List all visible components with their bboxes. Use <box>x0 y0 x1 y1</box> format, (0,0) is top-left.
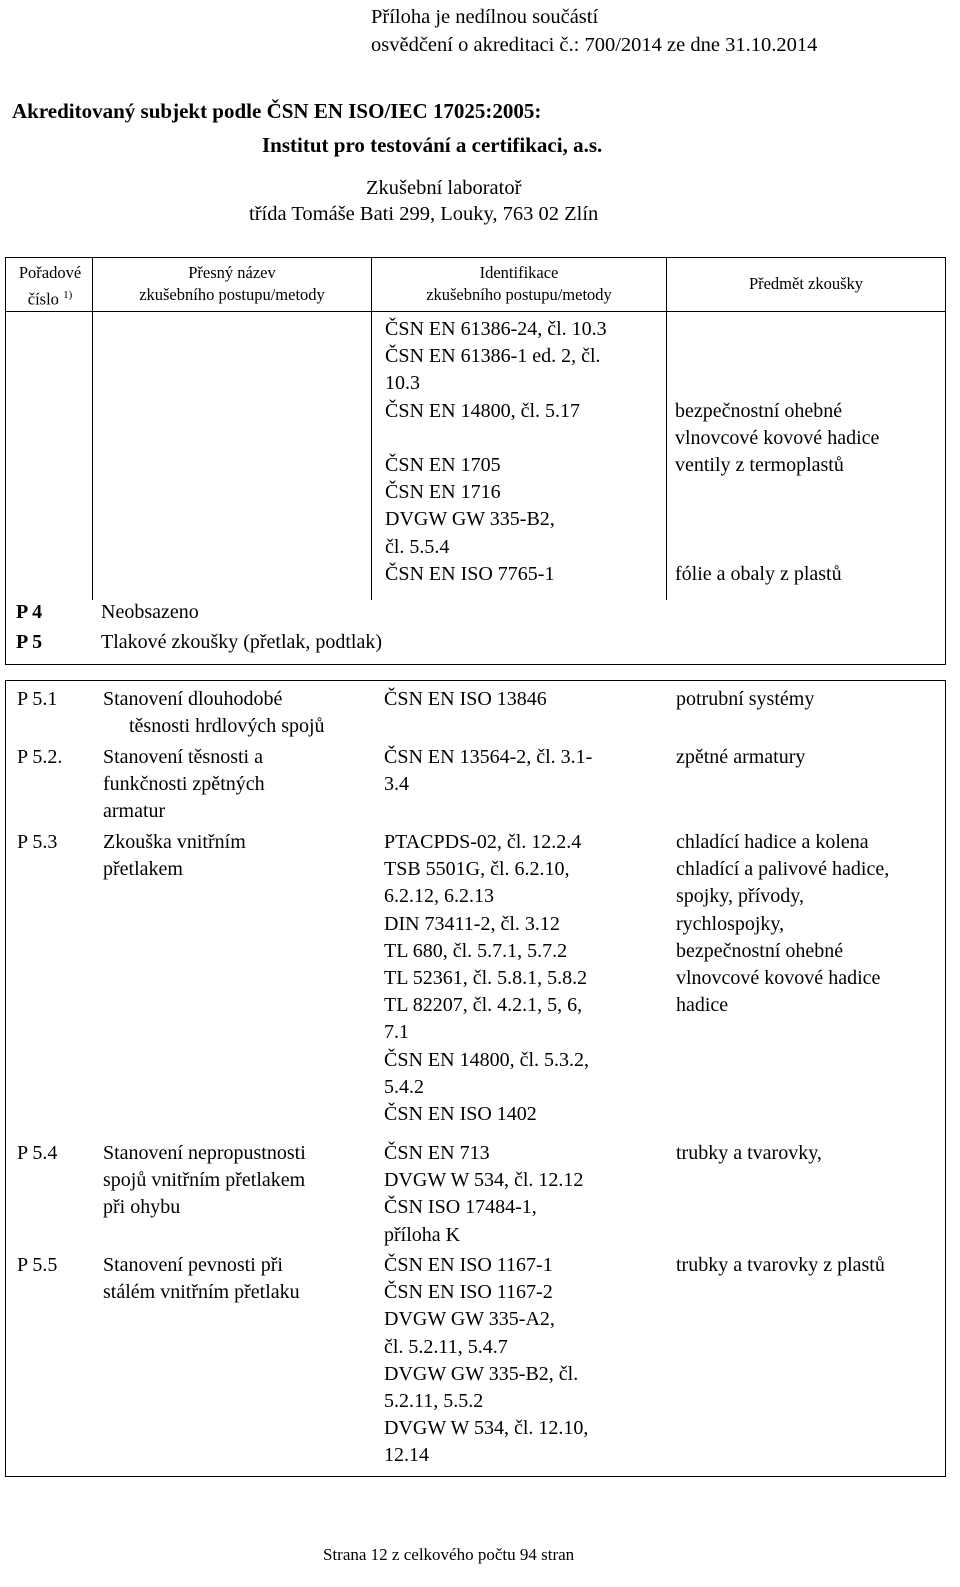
row-number-p5: P 5 <box>16 631 43 653</box>
row-test-subject: potrubní systémy <box>676 688 815 710</box>
accreditation-reference: osvědčení o akreditaci č.: 700/2014 ze dne 31.10.2014 <box>371 34 818 56</box>
list-item: čl. 5.5.4 <box>385 535 450 558</box>
col-header-method-id: Identifikace zkušebního postupu/metody <box>426 263 612 304</box>
row-test-subject: zpětné armatury <box>676 746 806 768</box>
list-item: vlnovcové kovové hadice <box>675 426 880 449</box>
table-col-divider <box>92 257 93 600</box>
col-header-test-subject: Předmět zkoušky <box>748 274 864 293</box>
upper-subject-list <box>675 316 879 588</box>
row-number: P 5.1 <box>17 688 58 710</box>
list-item: ČSN EN 1705 <box>385 453 501 476</box>
institute-name: Institut pro testování a certifikaci, a.s. <box>262 133 603 157</box>
list-item <box>385 425 607 452</box>
list-item: ventily z termoplastů <box>675 453 844 476</box>
row-method-id: PTACPDS-02, čl. 12.2.4 TSB 5501G, čl. 6.2.10, 6.2.12, 6.2.13 DIN 73411-2, čl. 3.12 TL 680, čl. 5.7.1, 5.7.2 TL 52361, čl. 5.8.1, 5.8.2 TL 82207, čl. 4.2.1, 5, 6, 7.1 ČSN EN 14800, čl. 5.3.2, 5.4.2 ČSN EN ISO 1402 <box>384 831 589 1125</box>
row-test-subject: chladící hadice a kolena chladící a palivové hadice, spojky, přívody, rychlospojky, bezpečnostní ohebné vlnovcové kovové hadice hadice <box>676 831 890 1017</box>
row-number-p4: P 4 <box>16 601 43 623</box>
list-item <box>675 506 879 533</box>
list-item: bezpečnostní ohebné <box>675 399 843 422</box>
page-footer: Strana 12 z celkového počtu 94 stran <box>323 1545 575 1564</box>
list-item <box>675 343 879 370</box>
table-col-divider <box>371 257 372 600</box>
list-item <box>675 479 879 506</box>
list-item: ČSN EN 61386-24, čl. 10.3 <box>385 318 607 340</box>
table-border-right <box>945 257 946 665</box>
table-border-top <box>5 257 946 258</box>
row-method-name: Stanovení dlouhodobé těsnosti hrdlových spojů <box>103 688 325 738</box>
list-item: ČSN EN ISO 7765-1 <box>385 562 555 585</box>
row-method-id: ČSN EN 713 DVGW W 534, čl. 12.12 ČSN ISO 17484-1, příloha K <box>384 1142 584 1246</box>
row-method-id: ČSN EN ISO 1167-1 ČSN EN ISO 1167-2 DVGW GW 335-A2, čl. 5.2.11, 5.4.7 DVGW GW 335-B2, čl. 5.2.11, 5.5.2 DVGW W 534, čl. 12.10, 12.14 <box>384 1254 589 1467</box>
row-method-id: ČSN EN ISO 13846 <box>384 688 547 710</box>
row-method-name: Zkouška vnitřním přetlakem <box>103 831 246 881</box>
table-border-upper-bottom <box>5 664 946 665</box>
annex-note: Příloha je nedílnou součástí <box>371 6 599 28</box>
list-item: ČSN EN 61386-1 ed. 2, čl. <box>385 345 601 368</box>
list-item <box>675 316 879 343</box>
list-item: 10.3 <box>385 372 420 395</box>
list-item: DVGW GW 335-B2, <box>385 508 555 531</box>
list-item <box>675 370 879 397</box>
list-item: ČSN EN 14800, čl. 5.17 <box>385 399 580 422</box>
row-name-p4: Neobsazeno <box>101 601 199 623</box>
row-method-id: ČSN EN 13564-2, čl. 3.1- 3.4 <box>384 746 593 796</box>
col-header-order-number: Pořadové číslo $^{1)}$ <box>18 263 82 309</box>
row-name-p5: Tlakové zkoušky (přetlak, podtlak) <box>101 631 383 653</box>
table-border-left <box>5 257 6 665</box>
table-col-divider <box>666 257 667 600</box>
list-item: fólie a obaly z plastů <box>675 562 842 585</box>
list-item: ČSN EN 1716 <box>385 481 501 504</box>
list-item <box>675 534 879 561</box>
col-header-method-name: Přesný název zkušebního postupu/metody <box>139 263 325 304</box>
table-border-lower-right <box>945 680 946 1477</box>
row-method-name: Stanovení nepropustnosti spojů vnitřním přetlakem při ohybu <box>103 1142 306 1219</box>
row-test-subject: trubky a tvarovky, <box>676 1142 822 1164</box>
upper-ident-list <box>385 316 607 588</box>
row-number: P 5.3 <box>17 831 58 853</box>
row-test-subject: trubky a tvarovky z plastů <box>676 1254 885 1276</box>
laboratory-name: Zkušební laboratoř <box>366 177 522 199</box>
row-number: P 5.4 <box>17 1142 58 1164</box>
table-border-lower-top <box>5 680 946 681</box>
table-border-lower-bottom <box>5 1476 946 1477</box>
row-number: P 5.5 <box>17 1254 58 1276</box>
laboratory-address: třída Tomáše Bati 299, Louky, 763 02 Zlín <box>249 203 599 225</box>
accredited-subject-title: Akreditovaný subjekt podle ČSN EN ISO/IEC 17025:2005: <box>12 99 542 123</box>
row-method-name: Stanovení těsnosti a funkčnosti zpětných armatur <box>103 746 265 823</box>
row-number: P 5.2. <box>17 746 63 768</box>
table-border-lower-left <box>5 680 6 1477</box>
row-method-name: Stanovení pevnosti při stálém vnitřním přetlaku <box>103 1254 300 1304</box>
table-border-header-bottom <box>5 311 946 312</box>
